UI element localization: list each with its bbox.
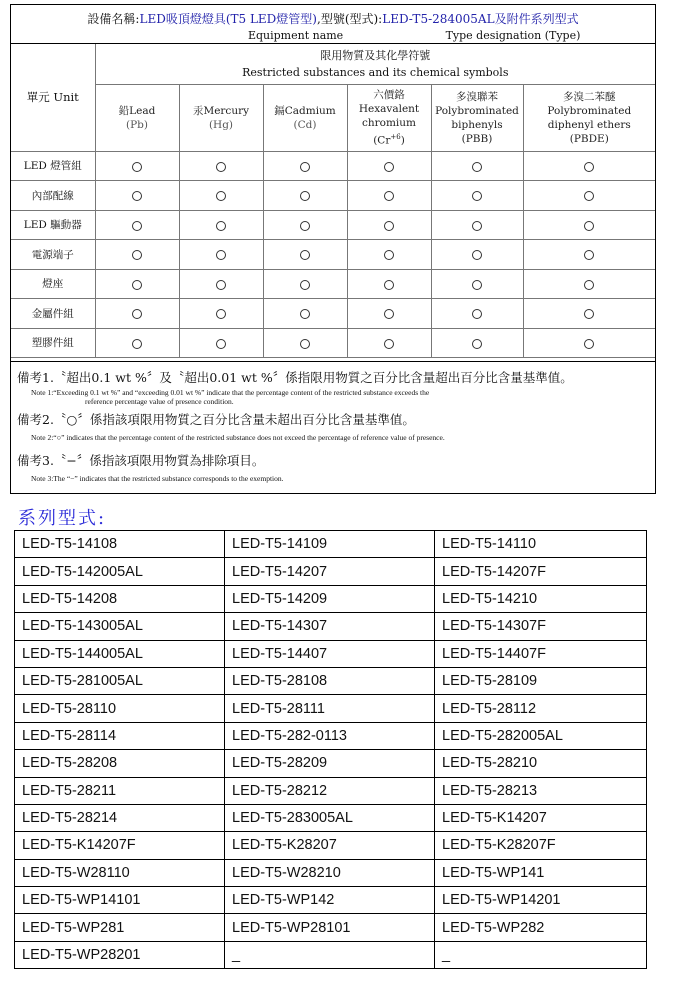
circle-mark-icon [132,191,142,201]
presence-cell [179,328,263,358]
presence-cell [347,269,431,299]
column-header-line: $(Cr^{+6})$ [373,132,405,147]
circle-mark-icon [300,339,310,349]
presence-cell [347,181,431,211]
note-2-zh: 備考2.〝○〞係指該項限用物質之百分比含量未超出百分比含量基準值。 [17,412,415,427]
component-label: LED 驅動器 [11,210,95,240]
presence-cell [263,269,347,299]
model-cell: LED-T5-144005AL [15,640,225,667]
presence-cell [431,240,523,270]
presence-cell [523,269,655,299]
column-header-line: chromium [361,116,417,129]
substance-column-header [95,84,179,151]
notes [11,361,655,483]
component-label: 塑膠件組 [11,328,95,358]
circle-mark-icon [216,162,226,172]
model-cell: LED-T5-28212 [225,777,435,804]
model-cell: LED-T5-14407 [225,640,435,667]
restricted-header-en: Restricted substances and its chemical symbols [242,65,509,79]
model-cell: LED-T5-28109 [435,667,647,694]
circle-mark-icon [384,280,394,290]
model-series-table [14,530,647,969]
column-header-line: (Pb) [126,118,148,131]
presence-cell [523,151,655,181]
model-cell: _ [435,941,647,968]
type-designation-en: Type designation (Type) [445,29,581,42]
presence-cell [347,328,431,358]
model-cell: LED-T5-14407F [435,640,647,667]
equipment-name-en: Equipment name [247,29,344,42]
presence-cell [347,151,431,181]
circle-mark-icon [584,191,594,201]
column-header-line: diphenyl ethers [547,118,631,131]
column-header-line: Polybrominated [547,104,632,117]
model-cell: LED-T5-28110 [15,695,225,722]
component-label: 內部配線 [11,181,95,211]
table-row [15,914,647,941]
table-row [11,269,655,299]
circle-mark-icon [584,221,594,231]
table-row [15,558,647,585]
table-row [15,887,647,914]
circle-mark-icon [300,280,310,290]
circle-mark-icon [300,250,310,260]
substance-column-header [263,84,347,151]
table-row [15,777,647,804]
equipment-line [11,5,655,27]
table-row [15,832,647,859]
table-row [15,585,647,612]
type-value: LED-T5-284005AL及附件系列型式 [382,12,579,26]
presence-cell [523,240,655,270]
circle-mark-icon [472,221,482,231]
column-header-line: Hexavalent [358,102,420,115]
column-header-line: biphenyls [451,118,503,131]
presence-cell [263,299,347,329]
model-cell: LED-T5-28112 [435,695,647,722]
circle-mark-icon [472,250,482,260]
note-1-zh: 備考1.〝超出0.1 wt %〞及〝超出0.01 wt %〞係指限用物質之百分比含量超出百分比含量基準值。 [17,370,573,385]
presence-cell [179,210,263,240]
column-header-line: 六價鉻 [373,88,405,101]
presence-cell [263,151,347,181]
model-cell: LED-T5-WP28201 [15,941,225,968]
model-cell: LED-T5-14207 [225,558,435,585]
circle-mark-icon [384,309,394,319]
note-1-en-2: reference percentage value of presence condition. [85,397,234,406]
presence-cell [95,328,179,358]
presence-cell [431,269,523,299]
equipment-line-en [11,29,655,42]
substance-column-header [523,84,655,151]
component-label: 電源端子 [11,240,95,270]
presence-cell [431,151,523,181]
table-row [15,640,647,667]
substance-column-header [179,84,263,151]
circle-mark-icon [216,309,226,319]
rohs-declaration-table [10,4,656,494]
model-cell: LED-T5-282005AL [435,722,647,749]
circle-mark-icon [132,280,142,290]
circle-mark-icon [300,162,310,172]
equipment-label: 設備名稱: [87,12,140,26]
column-header-line: (PBDE) [569,132,609,145]
model-cell: LED-T5-W28110 [15,859,225,886]
circle-mark-icon [132,221,142,231]
model-cell: LED-T5-28213 [435,777,647,804]
model-cell: LED-T5-14210 [435,585,647,612]
presence-cell [179,240,263,270]
table-row [15,859,647,886]
circle-mark-icon [132,339,142,349]
restricted-header-zh: 限用物質及其化學符號 [320,48,431,62]
model-cell: LED-T5-281005AL [15,667,225,694]
circle-mark-icon [384,339,394,349]
table-row [15,941,647,968]
model-cell: LED-T5-WP141 [435,859,647,886]
model-cell: LED-T5-14307 [225,613,435,640]
component-label: 金屬件組 [11,299,95,329]
substance-column-header [431,84,523,151]
circle-mark-icon [584,309,594,319]
circle-mark-icon [384,162,394,172]
column-header-line: (Hg) [208,118,234,131]
presence-cell [523,328,655,358]
table-row [15,722,647,749]
component-label: LED 燈管組 [11,151,95,181]
circle-mark-icon [216,221,226,231]
circle-mark-icon [584,162,594,172]
column-header-line: 多溴二苯醚 [563,90,616,103]
presence-cell [523,210,655,240]
presence-cell [95,151,179,181]
type-label: ,型號(型式): [317,12,383,26]
presence-cell [431,181,523,211]
model-cell: LED-T5-WP142 [225,887,435,914]
model-cell: LED-T5-WP14201 [435,887,647,914]
circle-mark-icon [472,162,482,172]
model-cell: LED-T5-28108 [225,667,435,694]
presence-cell [179,299,263,329]
model-cell: LED-T5-WP28101 [225,914,435,941]
model-cell: LED-T5-142005AL [15,558,225,585]
circle-mark-icon [584,280,594,290]
presence-cell [431,328,523,358]
model-cell: LED-T5-28211 [15,777,225,804]
note-1-en: Note 1:“Exceeding 0.1 wt %” and “exceeding 0.01 wt %” indicate that the percentage content of the restricted substance exceeds the [31,388,430,397]
model-cell: LED-T5-K14207F [15,832,225,859]
table-row [11,328,655,358]
circle-mark-icon [300,191,310,201]
series-title: 系列型式: [18,508,107,529]
circle-mark-icon [216,191,226,201]
table-row [11,181,655,211]
model-cell: LED-T5-WP282 [435,914,647,941]
presence-cell [523,299,655,329]
equipment-header [11,5,655,44]
presence-cell [347,210,431,240]
column-header-line: 鉛Lead [118,104,156,117]
circle-mark-icon [584,339,594,349]
table-row [15,531,647,558]
presence-cell [431,210,523,240]
model-cell: LED-T5-28210 [435,750,647,777]
model-cell: LED-T5-283005AL [225,804,435,831]
presence-cell [523,181,655,211]
circle-mark-icon [472,280,482,290]
circle-mark-icon [216,280,226,290]
circle-mark-icon [216,250,226,260]
note-3-zh: 備考3.〝−〞係指該項限用物質為排除項目。 [17,453,265,468]
model-cell: LED-T5-14110 [435,531,647,558]
model-cell: _ [225,941,435,968]
table-row [15,695,647,722]
circle-mark-icon [472,309,482,319]
model-cell: LED-T5-WP14101 [15,887,225,914]
model-cell: LED-T5-282-0113 [225,722,435,749]
table-row [11,210,655,240]
table-row [11,151,655,181]
circle-mark-icon [216,339,226,349]
column-header-line: (Cd) [293,118,317,131]
table-row [11,240,655,270]
column-header-line: 鎘Cadmium [274,104,336,117]
model-cell: LED-T5-14207F [435,558,647,585]
circle-mark-icon [384,191,394,201]
table-row [15,613,647,640]
table-row [15,750,647,777]
model-cell: LED-T5-28208 [15,750,225,777]
circle-mark-icon [132,309,142,319]
presence-cell [95,240,179,270]
presence-cell [431,299,523,329]
equipment-name: LED吸頂燈燈具(T5 LED燈管型) [139,12,317,26]
model-cell: LED-T5-14208 [15,585,225,612]
presence-cell [95,299,179,329]
table-row [11,299,655,329]
presence-cell [179,269,263,299]
column-header-line: 多溴聯苯 [456,90,498,103]
circle-mark-icon [472,191,482,201]
presence-cell [263,210,347,240]
presence-cell [347,299,431,329]
presence-cell [263,240,347,270]
presence-cell [95,210,179,240]
model-cell: LED-T5-14108 [15,531,225,558]
presence-cell [347,240,431,270]
substance-table [11,44,655,358]
model-cell: LED-T5-28111 [225,695,435,722]
component-label: 燈座 [11,269,95,299]
circle-mark-icon [384,250,394,260]
model-cell: LED-T5-14307F [435,613,647,640]
circle-mark-icon [384,221,394,231]
table-row [15,667,647,694]
model-cell: LED-T5-WP281 [15,914,225,941]
column-header-line: Polybrominated [435,104,519,117]
presence-cell [179,181,263,211]
model-cell: LED-T5-28214 [15,804,225,831]
circle-mark-icon [132,250,142,260]
model-cell: LED-T5-W28210 [225,859,435,886]
model-cell: LED-T5-28209 [225,750,435,777]
presence-cell [95,269,179,299]
model-cell: LED-T5-K28207 [225,832,435,859]
table-row [15,804,647,831]
presence-cell [263,181,347,211]
model-cell: LED-T5-14109 [225,531,435,558]
model-cell: LED-T5-K14207 [435,804,647,831]
model-cell: LED-T5-K28207F [435,832,647,859]
restricted-header [95,44,655,84]
note-2-en: Note 2:“○” indicates that the percentage content of the restricted substance does not exceed the percentage of reference value of presence. [31,433,445,442]
circle-mark-icon [300,309,310,319]
substance-column-header [347,84,431,151]
unit-header: 單元 Unit [11,44,95,151]
column-header-line: (PBB) [461,132,493,145]
model-cell: LED-T5-14209 [225,585,435,612]
circle-mark-icon [472,339,482,349]
presence-cell [263,328,347,358]
presence-cell [179,151,263,181]
circle-mark-icon [132,162,142,172]
presence-cell [95,181,179,211]
model-cell: LED-T5-28114 [15,722,225,749]
column-header-line: 汞Mercury [192,104,250,117]
circle-mark-icon [584,250,594,260]
note-3-en: Note 3:The “−” indicates that the restricted substance corresponds to the exemption. [31,474,284,483]
circle-mark-icon [300,221,310,231]
model-cell: LED-T5-143005AL [15,613,225,640]
